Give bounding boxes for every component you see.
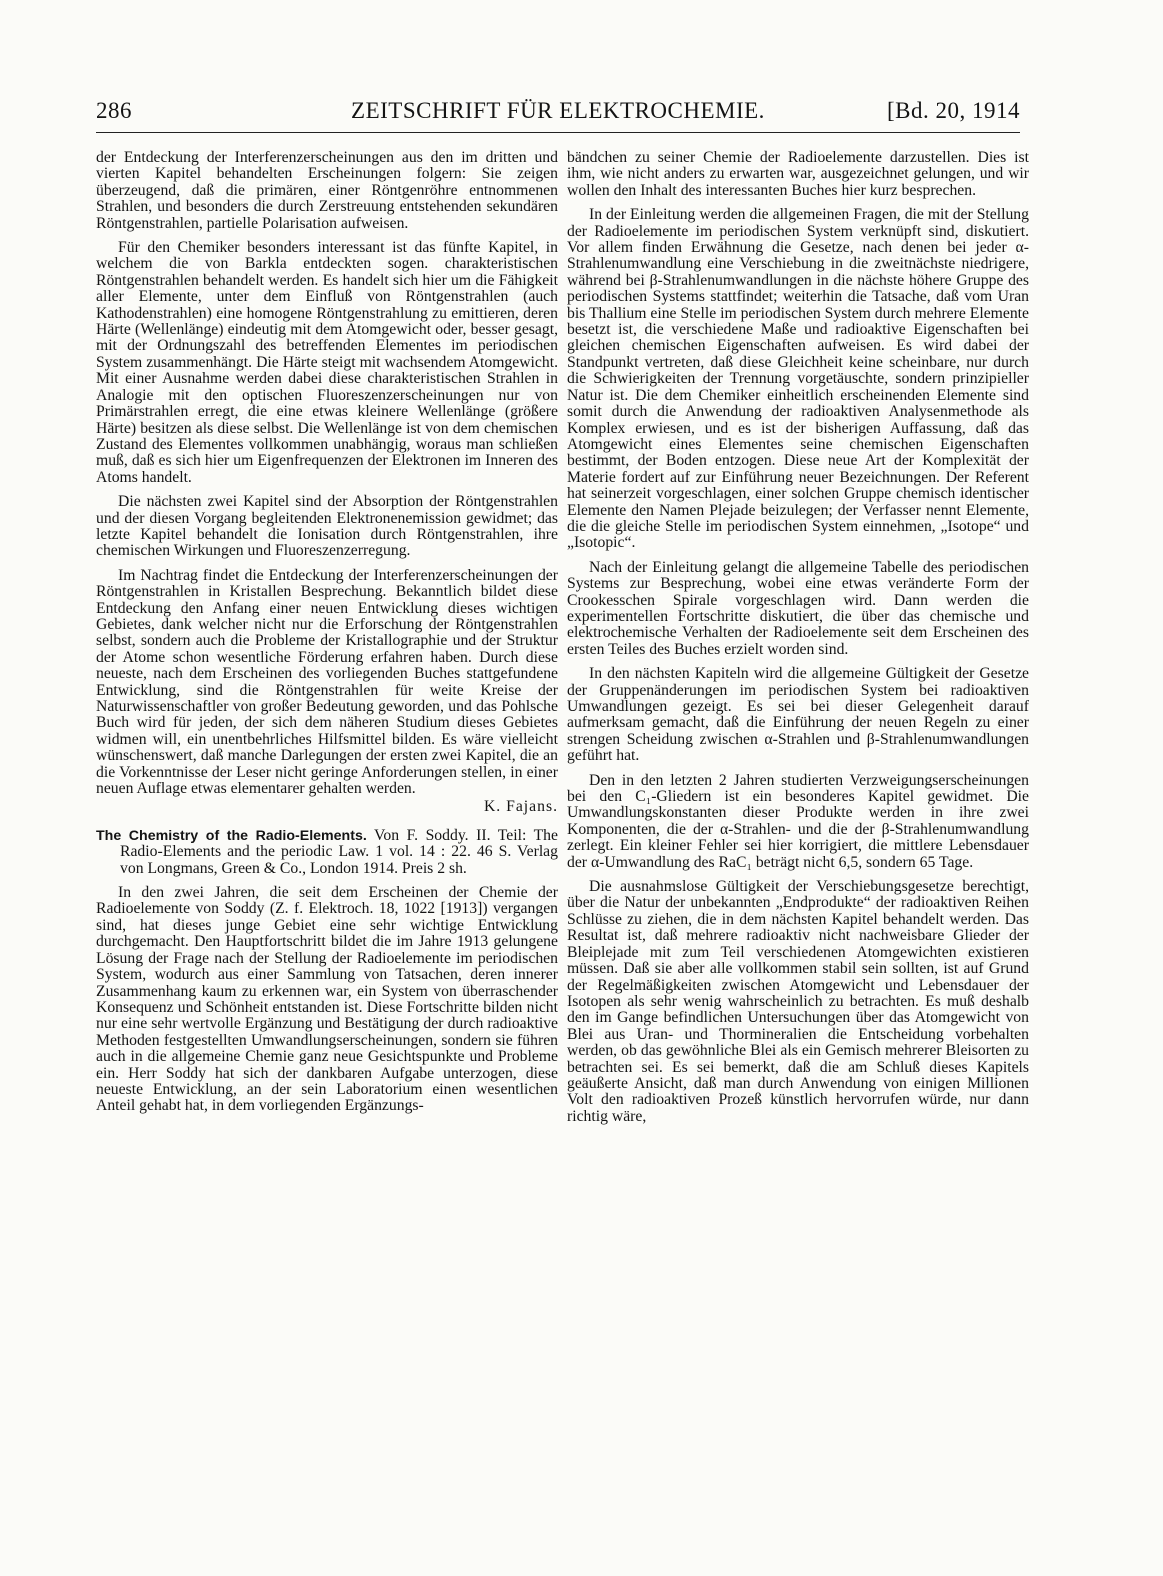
header-rule [96,132,1020,133]
reviewer-signature: K. Fajans. [483,798,558,816]
paragraph: Die ausnahmslose Gültigkeit der Verschiebungsgesetze berechtigt, über die Natur der unbekannten „Endprodukte“ der radioaktiven Reihen Schlüsse zu ziehen, die in dem nächsten Kapitel behandelt werden. Das Resultat ist, daß mehrere radioaktiv nicht nachweisbare Glieder der Bleiplejade mit zum Teil verschiedenen Atomgewichten existieren müssen. Daß sie aber alle vollkommen stabil sein sollten, ist auf Grund der Regelmäßigkeiten zwischen Atomgewicht und Lebensdauer der Isotopen als sehr wenig wahrscheinlich zu betrachten. Es muß deshalb den im Gange befindlichen Untersuchungen über das Atomgewicht von Blei aus Uran- und Thormineralien die Entscheidung vorbehalten werden, ob das gewöhnliche Blei als ein Gemisch mehrerer Bleisorten zu betrachten sei. Es sei bemerkt, daß die am Schluß dieses Kapitels geäußerte Ansicht, daß man durch Anwendung von einigen Millionen Volt den radioaktiven Prozeß künstlich hervorrufen würde, nur dann richtig wäre, [567,878,1029,1125]
paragraph: Die nächsten zwei Kapitel sind der Absorption der Röntgenstrahlen und der diesen Vorgang begleitenden Elektronenemission gewidmet; das letzte Kapitel behandelt die Ionisation durch Röntgenstrahlen, ihre chemischen Wirkungen und Fluoreszenzerregung. [96,493,558,560]
paragraph: der Entdeckung der Interferenzerscheinungen aus den im dritten und vierten Kapitel behandelten Erscheinungen folgern: Sie zeigen überzeugend, daß die primären, einer Röntgenröhre entnommenen Strahlen, und besonders die durch Zerstreuung entstehenden sekundären Röntgenstrahlen, partielle Polarisation aufweisen. [96,149,558,232]
book-review-heading [96,828,558,877]
paragraph: bändchen zu seiner Chemie der Radioelemente darzustellen. Dies ist ihm, wie nicht anders zu erwarten war, ausgezeichnet gelungen, und wir wollen den Inhalt des interessanten Buches hier kurz besprechen. [567,149,1029,199]
page-number: 286 [96,98,132,123]
paragraph: Im Nachtrag findet die Entdeckung der Interferenzerscheinungen der Röntgenstrahlen in Kristallen Besprechung. Bekanntlich bildet diese Entdeckung den Anfang einer neuen Entwicklung dieses wichtigen Gebietes, dank welcher nicht nur die Erforschung der Röntgenstrahlen selbst, sondern auch die Probleme der Kristallographie und der Struktur der Atome schon wesentliche Förderung erfahren haben. Durch diese neueste, nach dem Erscheinen des vorliegenden Buches stattgefundene Entwicklung, sind die Röntgenstrahlen für weite Kreise der Naturwissenschaftler von großer Bedeutung geworden, und das Pohlsche Buch wird für jeden, der sich dem näheren Studium dieses Gebietes widmen will, ein unentbehrliches Hilfsmittel bilden. Es wäre vielleicht wünschenswert, daß manche Darlegungen der ersten zwei Kapitel, die an die Vorkenntnisse der Leser nicht geringe Anforderungen stellen, in einer neuen Auflage etwas elementarer gehalten werden. [96,566,558,798]
paragraph: In den zwei Jahren, die seit dem Erscheinen der Chemie der Radioelemente von Soddy (Z. f. Elektroch. 18, 1022 [1913]) vergangen sind, hat dieses junge Gebiet eine sehr wichtige Entwicklung durchgemacht. Den Hauptfortschritt bildet die im Jahre 1913 gelungene Lösung der Frage nach der Stellung der Radioelemente im periodischen System, wodurch aus einer Sammlung von Tatsachen, deren innerer Zusammenhang kaum zu erkennen war, ein System von überraschender Konsequenz und Schönheit entstanden ist. Diese Fortschritte bilden nicht nur eine sehr wertvolle Ergänzung und Bestätigung der durch radioaktive Methoden festgestellten Umwandlungserscheinungen, sondern sie führen auch in die allgemeine Chemie ganz neue Gesichtspunkte und Probleme ein. Herr Soddy hat sich der dankbaren Aufgabe unterzogen, diese neueste Entwicklung, an der sein Laboratorium einen wesentlichen Anteil gehabt hat, in dem vorliegenden Ergänzungs- [96,884,558,1115]
running-header [96,98,1020,132]
paragraph: Nach der Einleitung gelangt die allgemeine Tabelle des periodischen Systems zur Besprechung, wobei eine etwas veränderte Form der Crookesschen Spirale vorgeschlagen wird. Dann werden die experimentellen Fortschritte diskutiert, die über das chemische und elektrochemische Verhalten der Radioelemente seit dem Erscheinen des ersten Teiles des Buches erzielt worden sind. [567,558,1029,658]
paragraph: In den nächsten Kapiteln wird die allgemeine Gültigkeit der Gesetze der Gruppenänderungen im periodischen System bei radioaktiven Umwandlungen gezeigt. Es sei bei dieser Gelegenheit darauf aufmerksam gemacht, daß die Einführung der neuen Regeln zu einer strengen Scheidung zwischen α-Strahlen und β-Strahlenumwandlungen geführt hat. [567,665,1029,765]
paragraph: Für den Chemiker besonders interessant ist das fünfte Kapitel, in welchem die von Barkla entdeckten sogen. charakteristischen Röntgenstrahlen behandelt werden. Es handelt sich hier um die Fähigkeit aller Elemente, unter dem Einfluß von Röntgenstrahlen (auch Kathodenstrahlen) eine homogene Röntgenstrahlung zu emittieren, deren Härte (Wellenlänge) eindeutig mit dem Atomgewicht oder, besser gesagt, mit der Ordnungszahl des betreffenden Elementes im periodischen System zusammenhängt. Die Härte steigt mit wachsendem Atomgewicht. Mit einer Ausnahme werden dabei diese charakteristischen Strahlen in Analogie mit den optischen Fluoreszenzerscheinungen nur von Primärstrahlen erregt, die eine etwas kleinere Wellenlänge (größere Härte) besitzen als diese selbst. Die Wellenlänge ist von dem chemischen Zustand des Elementes vollkommen unabhängig, woraus man schließen muß, daß es sich hier um Eigenfrequenzen der Elektronen im Inneren des Atoms handelt. [96,239,558,486]
paragraph: Den in den letzten 2 Jahren studierten Verzweigungserscheinungen bei den C₁-Gliedern ist ein besonderes Kapitel gewidmet. Die Umwandlungskonstanten dieser Produkte werden in ihre zwei Komponenten, die der α-Strahlen- und die der β-Strahlenumwandlung zerlegt. Ein kleiner Fehler sei hier korrigiert, die mittlere Lebensdauer der α-Umwandlung des RaC₁ beträgt nicht 6,5, sondern 65 Tage. [567,771,1029,871]
right-column [567,150,1029,1133]
left-column [96,150,558,1123]
volume-info: [Bd. 20, 1914 [887,98,1020,123]
book-details: Von F. Soddy. II. Teil: The Radio-Elements and the periodic Law. 1 vol. 14 : 22. 46 S. Verlag von Longmans, Green & Co., London 1914. Preis 2 sh. [120,826,558,877]
paragraph: In der Einleitung werden die allgemeinen Fragen, die mit der Stellung der Radioelemente im periodischen System verknüpft sind, diskutiert. Vor allem finden Erwähnung die Gesetze, nach denen bei jeder α-Strahlenumwandlung eine Verschiebung in die zweitnächste niedrigere, während bei β-Strahlenumwandlungen in die nächste höhere Gruppe des periodischen Systems stattfindet; weiterhin die Tatsache, daß vom Uran bis Thallium eine Stelle im periodischen System durch mehrere Elemente besetzt ist, die verschiedene Maße und radioaktive Eigenschaften bei gleichen chemischen Eigenschaften aufweisen. Es wird dabei der Standpunkt vertreten, daß diese Gleichheit keine scheinbare, nur durch die Schwierigkeiten der Trennung vorgetäuschte, sondern prinzipieller Natur ist. Die dem Chemiker einheitlich erscheinenden Elemente sind somit durch die Anwendung der radioaktiven Analysenmethode als Komplex erwiesen, und es ist der bisherigen Auffassung, daß das Atomgewicht eines Elementes seine chemischen Eigenschaften bestimmt, der Boden entzogen. Diese neue Art der Komplexität der Materie fordert auf zur Einführung neuer Bezeichnungen. Der Referent hat seinerzeit vorgeschlagen, einer solchen Gruppe chemisch identischer Elemente den Namen Plejade beizulegen; der Verfasser nennt Elemente, die die gleiche Stelle im periodischen System einnehmen, „Isotope“ und „Isotopic“. [567,206,1029,552]
journal-title: ZEITSCHRIFT FÜR ELEKTROCHEMIE. [351,98,765,123]
book-title: The Chemistry of the Radio-Elements. [96,827,367,844]
